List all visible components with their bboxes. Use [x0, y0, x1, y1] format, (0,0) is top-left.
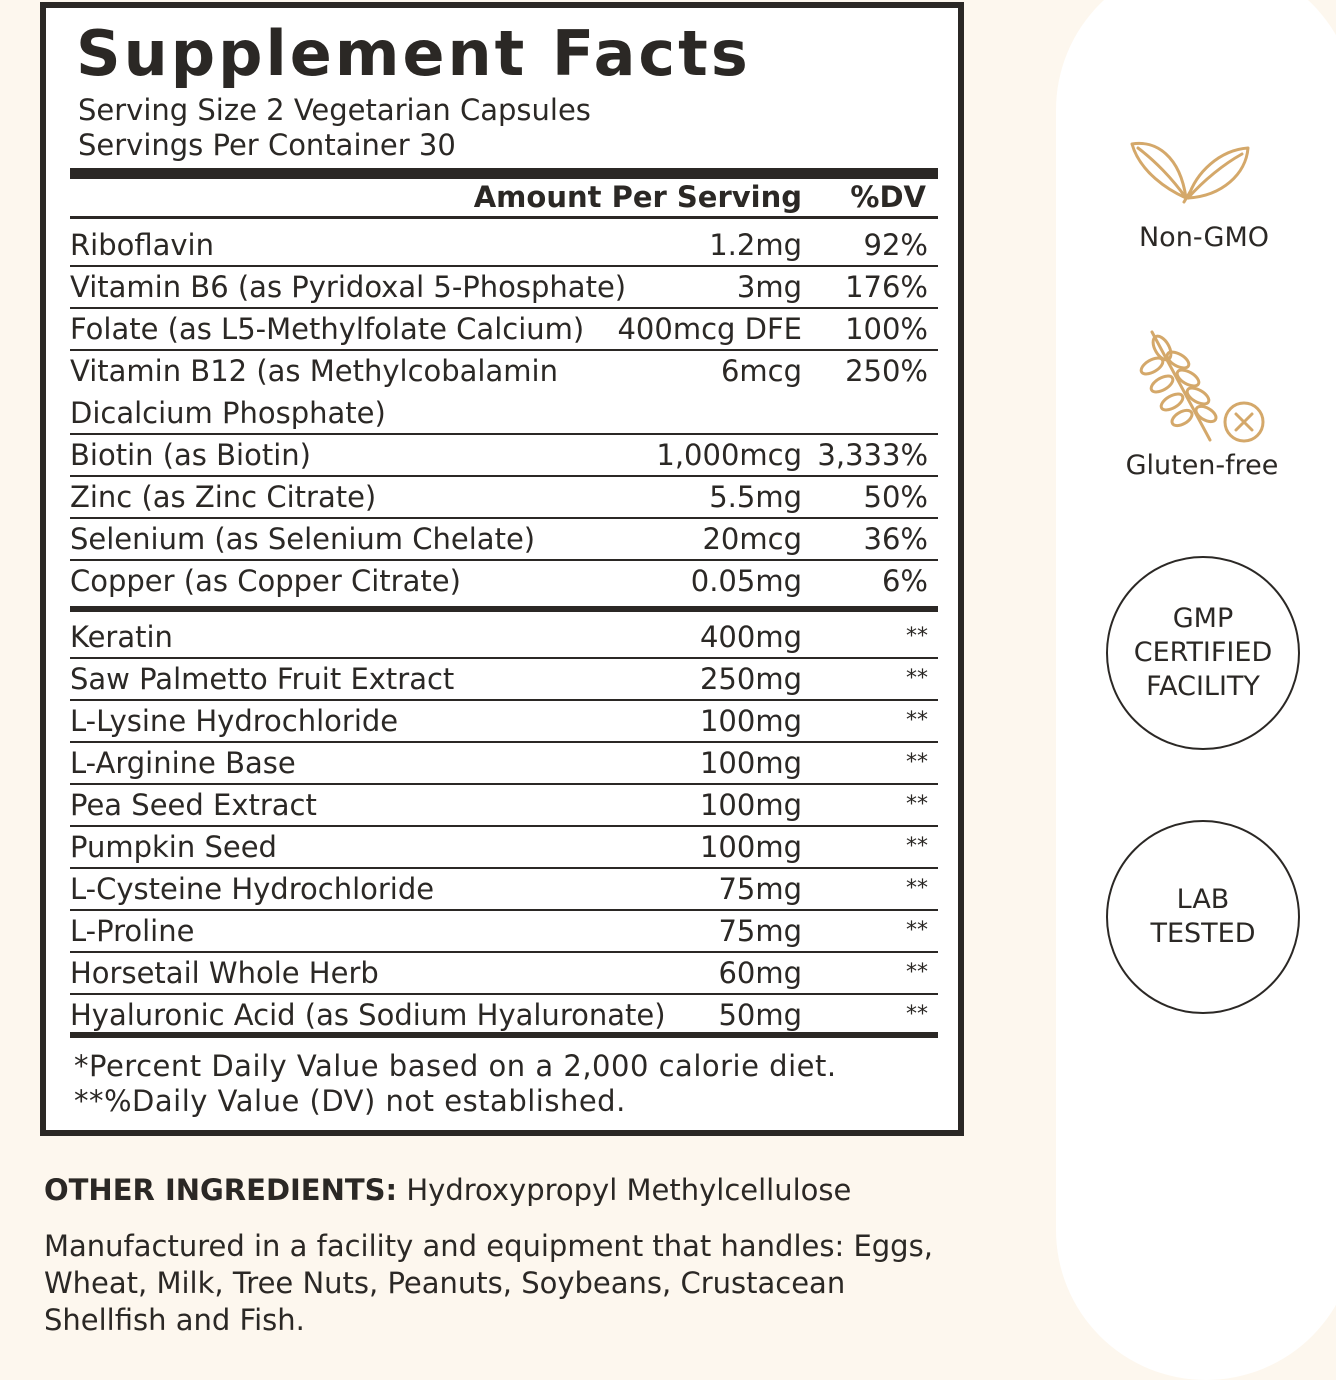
table-header — [70, 180, 938, 216]
nutrient-row — [70, 868, 938, 910]
nutrient-dv: ** — [906, 960, 928, 985]
nutrient-row — [70, 224, 938, 266]
nutrient-amount: 6mcg — [720, 354, 802, 388]
header-amount: Amount Per Serving — [473, 180, 802, 214]
nutrient-row — [70, 518, 938, 560]
nutrient-row — [70, 658, 938, 700]
nutrient-amount: 400mcg DFE — [617, 312, 802, 346]
other-ingredients-label: OTHER INGREDIENTS: — [44, 1173, 398, 1207]
bottom-divider — [70, 1032, 938, 1038]
nutrient-amount: 5.5mg — [709, 480, 802, 514]
nutrient-row — [70, 952, 938, 994]
nutrient-amount: 3mg — [736, 270, 802, 304]
nutrient-amount: 100mg — [699, 746, 802, 780]
lab-line-2: TESTED — [1150, 918, 1256, 949]
gluten-free-label: Gluten-free — [1125, 450, 1279, 481]
nutrient-row — [70, 266, 938, 308]
nutrient-name: Riboflavin — [70, 228, 214, 262]
other-ingredients — [44, 1170, 851, 1210]
nutrient-amount: 100mg — [699, 830, 802, 864]
nutrient-row — [70, 994, 938, 1036]
nutrient-name: Folate (as L5-Methylfolate Calcium) — [70, 312, 585, 346]
nutrient-dv: 100% — [845, 312, 928, 346]
nutrient-row — [70, 742, 938, 784]
nutrient-row — [70, 560, 938, 602]
leaf-icon — [1128, 132, 1254, 204]
nutrient-name: Zinc (as Zinc Citrate) — [70, 480, 377, 514]
gmp-line-1: GMP — [1172, 603, 1234, 634]
nutrient-amount: 250mg — [699, 662, 802, 696]
nutrient-row — [70, 910, 938, 952]
nutrient-name: Horsetail Whole Herb — [70, 956, 379, 990]
lab-line-1: LAB — [1176, 884, 1230, 915]
header-dv: %DV — [850, 180, 926, 214]
nutrient-dv: 176% — [845, 270, 928, 304]
nutrient-amount: 75mg — [718, 914, 802, 948]
nutrient-dv: 36% — [863, 522, 928, 556]
gmp-certified-badge — [1106, 556, 1300, 750]
nutrient-amount: 60mg — [718, 956, 802, 990]
nutrient-dv: 50% — [863, 480, 928, 514]
nutrient-dv: ** — [906, 834, 928, 859]
nutrient-dv: ** — [906, 666, 928, 691]
nutrient-row — [70, 350, 938, 434]
nutrient-name: Pumpkin Seed — [70, 830, 277, 864]
nutrient-dv: 6% — [881, 564, 928, 598]
nutrient-name: L-Lysine Hydrochloride — [70, 704, 399, 738]
footnote-dv-not-established: **%Daily Value (DV) not established. — [74, 1084, 626, 1118]
nutrient-name: Biotin (as Biotin) — [70, 438, 311, 472]
nutrient-name: L-Arginine Base — [70, 746, 296, 780]
nutrient-dv: ** — [906, 750, 928, 775]
nutrient-amount: 0.05mg — [690, 564, 802, 598]
footnote-daily-value: *Percent Daily Value based on a 2,000 calorie diet. — [74, 1049, 837, 1083]
nutrient-name: Vitamin B6 (as Pyridoxal 5-Phosphate) — [70, 270, 627, 304]
nutrient-row — [70, 616, 938, 658]
nutrient-amount: 100mg — [699, 704, 802, 738]
section-divider — [70, 606, 938, 612]
nutrient-amount: 400mg — [699, 620, 802, 654]
nutrient-name: Keratin — [70, 620, 173, 654]
nutrient-dv: ** — [906, 918, 928, 943]
nutrient-row — [70, 308, 938, 350]
nutrient-name: L-Cysteine Hydrochloride — [70, 872, 435, 906]
nutrient-amount: 1,000mcg — [656, 438, 802, 472]
nutrient-amount: 50mg — [718, 998, 802, 1032]
nutrient-amount: 100mg — [699, 788, 802, 822]
nutrient-dv: ** — [906, 624, 928, 649]
serving-size: Serving Size 2 Vegetarian Capsules — [78, 93, 591, 127]
nutrient-name: Saw Palmetto Fruit Extract — [70, 662, 455, 696]
nutrient-dv: 92% — [863, 228, 928, 262]
nutrient-dv: ** — [906, 876, 928, 901]
nutrient-row — [70, 434, 938, 476]
nutrient-dv: 3,333% — [817, 438, 928, 472]
other-ingredients-value: Hydroxypropyl Methylcellulose — [397, 1173, 852, 1207]
nutrient-dv: ** — [906, 708, 928, 733]
nutrient-name: Hyaluronic Acid (as Sodium Hyaluronate) — [70, 998, 666, 1032]
nutrient-dv: ** — [906, 1002, 928, 1027]
nutrient-amount: 1.2mg — [709, 228, 802, 262]
nutrient-name: L-Proline — [70, 914, 195, 948]
allergen-statement: Manufactured in a facility and equipment that handles: Eggs, Wheat, Milk, Tree Nuts, Peanuts, Soybeans, Crustacean Shellfish and Fish. — [44, 1229, 933, 1337]
nutrient-name: Pea Seed Extract — [70, 788, 317, 822]
nutrient-row — [70, 476, 938, 518]
gmp-line-3: FACILITY — [1146, 671, 1260, 702]
non-gmo-label: Non-GMO — [1138, 222, 1270, 253]
nutrient-row — [70, 826, 938, 868]
wheat-crossed-icon — [1138, 326, 1268, 448]
thick-divider — [70, 168, 938, 179]
nutrient-row — [70, 700, 938, 742]
nutrient-name-line-2: Dicalcium Phosphate) — [70, 396, 386, 430]
nutrient-name: Vitamin B12 (as Methylcobalamin — [70, 354, 558, 388]
nutrient-dv: ** — [906, 792, 928, 817]
header-divider — [70, 216, 938, 219]
facts-title: Supplement Facts — [76, 17, 751, 90]
nutrient-dv: 250% — [845, 354, 928, 388]
nutrient-name: Copper (as Copper Citrate) — [70, 564, 461, 598]
supplement-facts-panel — [40, 2, 964, 1136]
gmp-line-2: CERTIFIED — [1133, 637, 1273, 668]
nutrient-amount: 20mcg — [702, 522, 802, 556]
nutrient-amount: 75mg — [718, 872, 802, 906]
nutrient-name: Selenium (as Selenium Chelate) — [70, 522, 536, 556]
servings-per-container: Servings Per Container 30 — [78, 128, 456, 162]
nutrient-row — [70, 784, 938, 826]
lab-tested-badge — [1106, 820, 1300, 1014]
